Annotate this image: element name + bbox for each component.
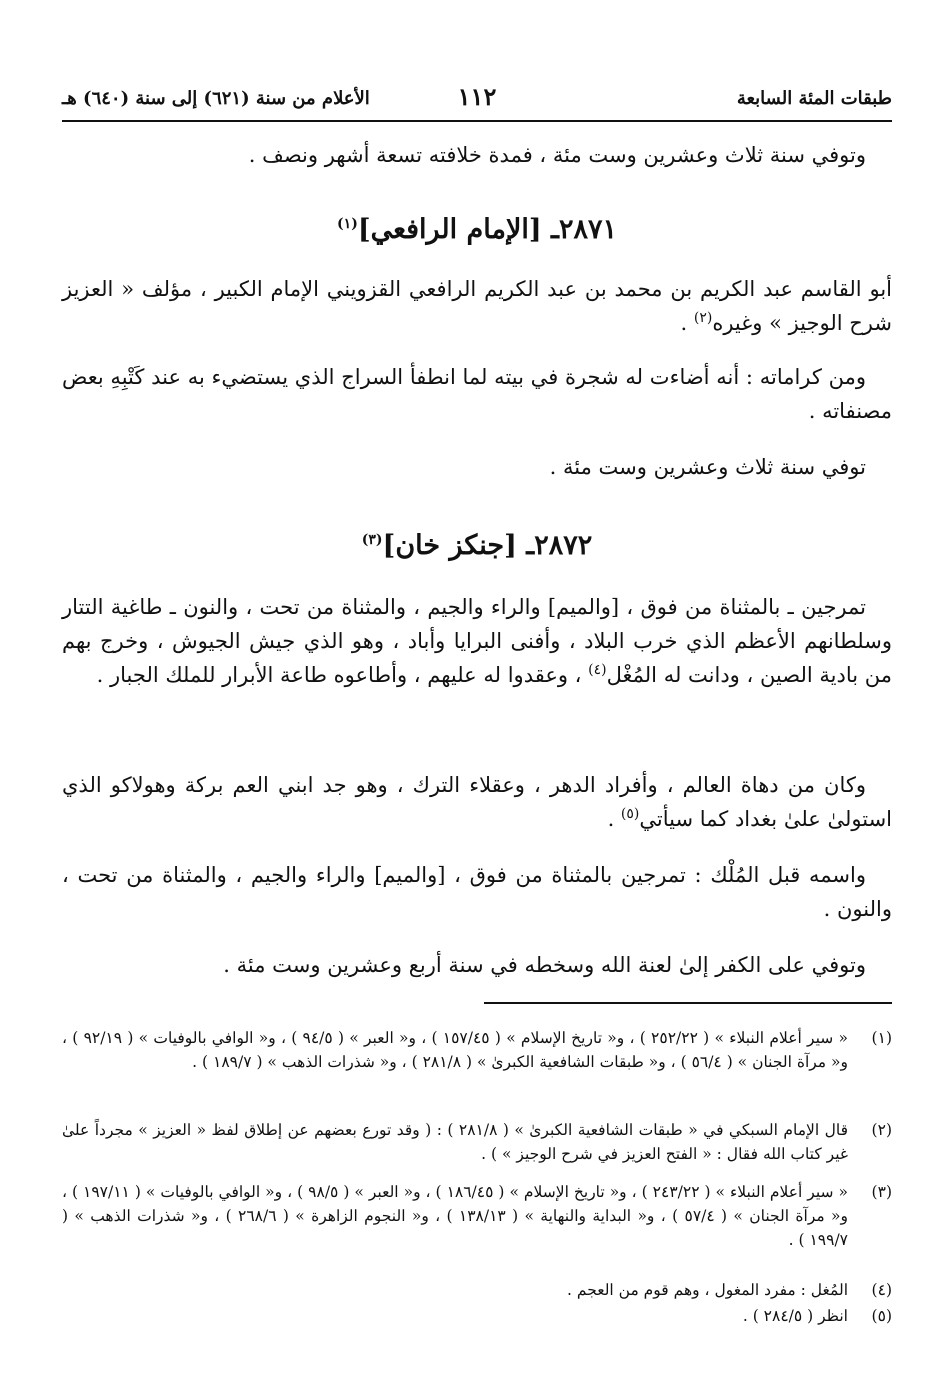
footnote-text: المُغل : مفرد المغول ، وهم قوم من العجم . (567, 1281, 848, 1299)
paragraph-text: وكان من دهاة العالم ، وأفراد الدهر ، وعقلاء الترك ، وهو جد ابني العم بركة وهولاكو الذي استولىٰ علىٰ بغداد كما سيأتي (62, 773, 892, 831)
entry-title-text: ٢٨٧٢ـ [جنكز خان] (382, 530, 593, 561)
footnote-text: قال الإمام السبكي في « طبقات الشافعية الكبرىٰ » ( ٢٨١/٨ ) : ( وقد تورع بعضهم عن إطلاق لفظ « العزيز » مجرداً علىٰ غير كتاب الله فقال : « الفتح العزيز في شرح الوجيز » ) . (62, 1121, 849, 1163)
entry-title-2872 (62, 530, 892, 561)
footnote-number: (٣) (871, 1183, 892, 1201)
footnote-number: (١) (871, 1029, 892, 1047)
entry-2872-paragraph-4: وتوفي على الكفر إلىٰ لعنة الله وسخطه في سنة أربع وعشرين وست مئة . (223, 953, 866, 977)
footnote-ref-1: (١) (337, 216, 358, 232)
header-range: الأعلام من سنة (٦٢١) إلى سنة (٦٤٠) هـ (62, 88, 370, 109)
footnote-text: انظر ( ٢٨٤/٥ ) . (742, 1307, 848, 1325)
paragraph-text: تمرجين ـ بالمثناة من فوق ، [والميم] والراء والجيم ، والمثناة من تحت ، والنون ـ طاغية التتار وسلطانهم الأعظم الذي خرب البلاد ، وأفنى البرايا وأباد ، وهو الذي جيش الجيوش ، وخرج بهم من بادية الصين ، ودانت له المُغْل (62, 595, 892, 687)
footnote-number: (٤) (871, 1281, 892, 1299)
footnote-text: « سير أعلام النبلاء » ( ٢٤٣/٢٢ ) ، و« تاريخ الإسلام » ( ١٨٦/٤٥ ) ، و« العبر » ( ٩٨/٥ ) ، و« الوافي بالوفيات » ( ١٩٧/١١ ) ، و« مرآة الجنان » ( ٥٧/٤ ) ، و« البداية والنهاية » ( ١٣٨/١٣ ) ، و« النجوم الزاهرة » ( ٢٦٨/٦ ) ، و« شذرات الذهب » ( ١٩٩/٧ ) . (62, 1183, 849, 1249)
footnote-ref-3: (٣) (361, 532, 383, 548)
footnote-text: « سير أعلام النبلاء » ( ٢٥٢/٢٢ ) ، و« تاريخ الإسلام » ( ١٥٧/٤٥ ) ، و« العبر » ( ٩٤/٥ ) ، و« الوافي بالوفيات » ( ٩٢/١٩ ) ، و« مرآة الجنان » ( ٥٦/٤ ) ، و« طبقات الشافعية الكبرىٰ » ( ٢٨١/٨ ) ، و« شذرات الذهب » ( ١٨٩/٧ ) . (62, 1029, 848, 1071)
entry-2871-paragraph-3: توفي سنة ثلاث وعشرين وست مئة . (549, 455, 866, 479)
footnote-number: (٥) (871, 1307, 892, 1325)
header-rule (62, 120, 892, 122)
paragraph-text-cont: ، وعقدوا له عليهم ، وأطاعوه طاعة الأبرار للملك الجبار . (96, 663, 589, 687)
footnote-4 (62, 1278, 892, 1302)
entry-2872-paragraph-3: واسمه قبل المُلْك : تمرجين بالمثناة من فوق ، [والميم] والراء والجيم ، والمثناة من تحت ، والنون . (62, 863, 892, 921)
paragraph-end: . (607, 807, 621, 831)
footnote-ref-2: (٢) (693, 310, 713, 326)
entry-2872-paragraph-2 (62, 768, 892, 836)
book-page (62, 82, 892, 1342)
entry-2871-paragraph-1 (62, 272, 892, 340)
footnote-ref-4: (٤) (588, 662, 607, 678)
intro-paragraph: وتوفي سنة ثلاث وعشرين وست مئة ، فمدة خلافته تسعة أشهر ونصف . (248, 143, 866, 167)
entry-2871-paragraph-2: ومن كراماته : أنه أضاءت له شجرة في بيته لما انطفأ السراج الذي يستضيء به عند كَتْبِهِ بعض مصنفاته . (62, 365, 892, 423)
footnote-2 (62, 1118, 892, 1166)
footnote-3 (62, 1180, 892, 1252)
paragraph-end: . (680, 311, 694, 335)
footnote-rule (484, 1002, 892, 1004)
header-book-title: طبقات المئة السابعة (736, 88, 892, 109)
entry-title-text: ٢٨٧١ـ [الإمام الرافعي] (357, 214, 617, 245)
running-header (62, 82, 892, 122)
page-number: ١١٢ (457, 82, 497, 111)
entry-2872-paragraph-1 (62, 590, 892, 692)
footnote-1 (62, 1026, 892, 1074)
paragraph-text: أبو القاسم عبد الكريم بن محمد بن عبد الكريم الرافعي القزويني الإمام الكبير ، مؤلف « العزيز شرح الوجيز » وغيره (62, 277, 892, 335)
entry-title-2871 (62, 214, 892, 245)
footnote-ref-5: (٥) (620, 806, 640, 822)
footnote-number: (٢) (871, 1121, 892, 1139)
footnote-5 (62, 1304, 892, 1328)
